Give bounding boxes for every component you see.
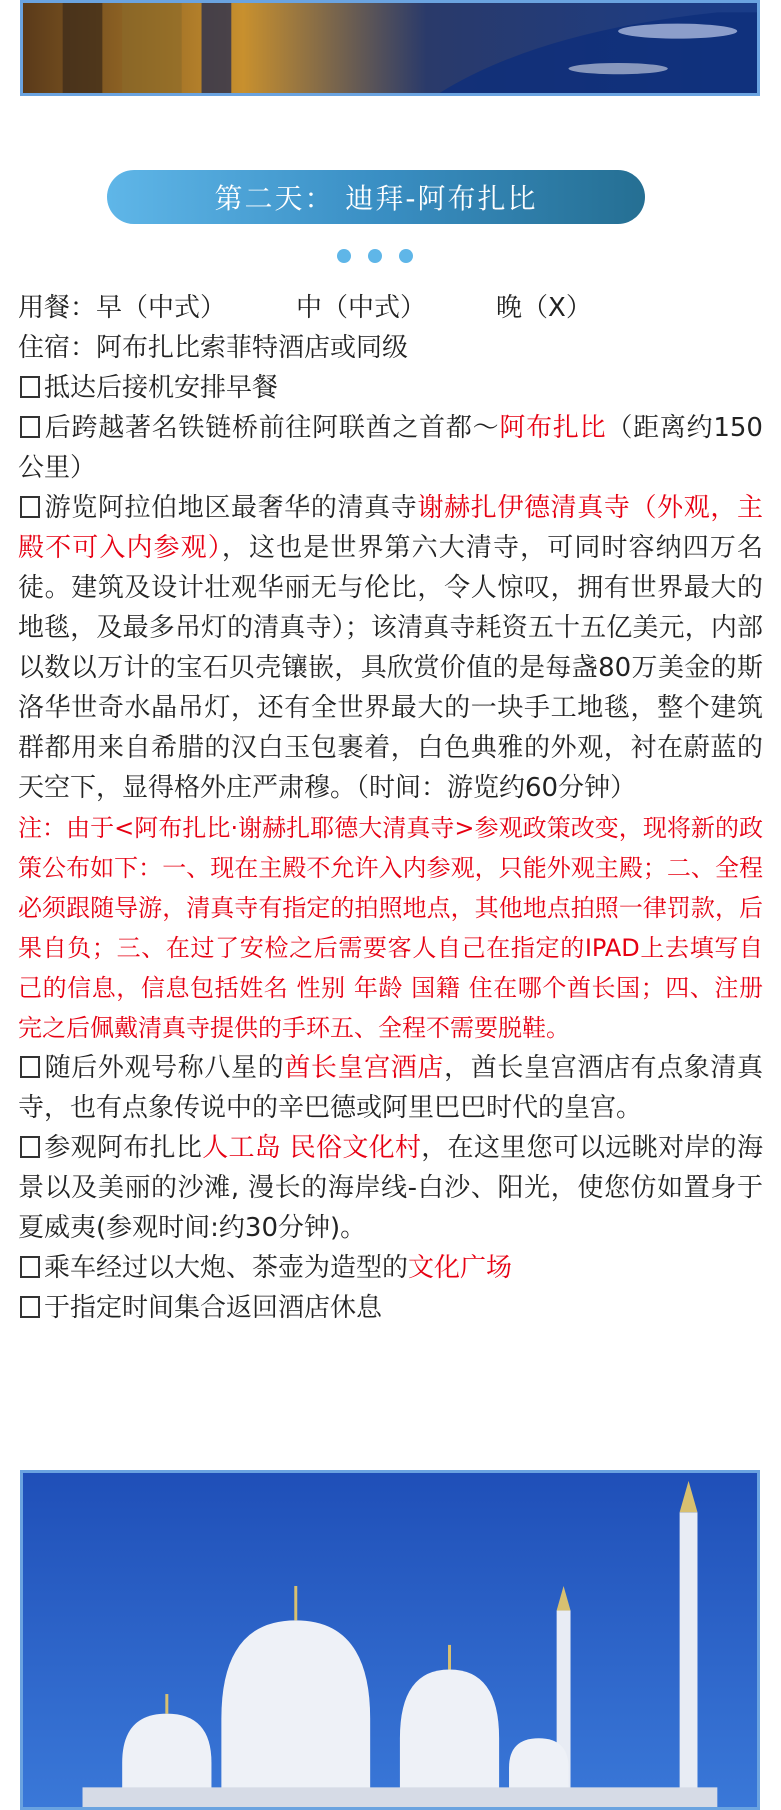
checkbox-icon <box>20 496 40 518</box>
itinerary-item <box>18 1128 763 1248</box>
meals-line <box>18 288 763 328</box>
checkbox-icon <box>20 1136 40 1158</box>
dubai-marina-photo <box>20 0 760 96</box>
itinerary-item <box>18 488 763 808</box>
itinerary-item <box>18 368 763 408</box>
item-highlight: 文化广场 <box>408 1253 513 1283</box>
item-highlight: 谢赫扎伊德清真寺（外观，主殿不可入内参观） <box>18 493 763 563</box>
item-text: 后跨越著名铁链桥前往阿联酋之首都～ <box>44 413 500 443</box>
item-highlight: 人工岛 民俗文化村 <box>202 1133 422 1163</box>
checkbox-icon <box>20 1056 40 1078</box>
meal-breakfast: 早（中式） <box>96 293 227 323</box>
item-text: ，酋长皇宫酒店有点象清真寺，也有点象传说中的辛巴德或阿里巴巴时代的皇宫。 <box>18 1053 763 1123</box>
item-text: 参观阿布扎比 <box>44 1133 203 1163</box>
item-highlight: 阿布扎比 <box>499 413 607 443</box>
checkbox-icon <box>20 376 40 398</box>
mosque-photo <box>20 1470 760 1810</box>
item-text: ，这也是世界第六大清寺，可同时容纳四万名徒。建筑及设计壮观华丽无与伦比，令人惊叹，拥有世界最大的地毯，及最多吊灯的清真寺）；该清真寺耗资五十五亿美元，内部以数以万计的宝石贝壳镶嵌，具欣赏价值的是每盏80万美金的斯洛华世奇水晶吊灯，还有全世界最大的一块手工地毯，整个建筑群都用来自希腊的汉白玉包裹着，白色典雅的外观，衬在蔚蓝的天空下，显得格外庄严肃穆。（时间：游览约60分钟） <box>18 533 763 803</box>
item-text: 游览阿拉伯地区最奢华的清真寺 <box>44 493 418 523</box>
itinerary-item <box>18 408 763 488</box>
itinerary-content <box>18 288 763 1328</box>
item-text: 抵达后接机安排早餐 <box>44 373 279 403</box>
item-text: 于指定时间集合返回酒店休息 <box>44 1293 383 1323</box>
day-title-banner: 第二天： 迪拜-阿布扎比 <box>107 170 645 224</box>
policy-note: 注：由于<阿布扎比·谢赫扎耶德大清真寺>参观政策改变，现将新的政策公布如下：一、现在主殿不允许入内参观，只能外观主殿；二、全程必须跟随导游，清真寺有指定的拍照地点，其他地点拍照一律罚款，后果自负；三、在过了安检之后需要客人自己在指定的IPAD上去填写自己的信息，信息包括姓名 性别 年龄 国籍 住在哪个酋长国；四、注册完之后佩戴清真寺提供的手环五、全程不需要脱鞋。 <box>18 814 763 1042</box>
checkbox-icon <box>20 1256 40 1278</box>
itinerary-item <box>18 1288 763 1328</box>
itinerary-item <box>18 1048 763 1128</box>
checkbox-icon <box>20 416 40 438</box>
checkbox-icon <box>20 1296 40 1318</box>
dot-icon <box>368 249 382 263</box>
meal-lunch: 中（中式） <box>296 293 427 323</box>
meals-label: 用餐： <box>18 293 97 323</box>
itinerary-item <box>18 1248 763 1288</box>
carousel-dots <box>337 249 413 263</box>
dot-icon <box>337 249 351 263</box>
item-text: （距离约150公里） <box>18 413 763 483</box>
item-text: ，在这里您可以远眺对岸的海景以及美丽的沙滩, 漫长的海岸线-白沙、阳光，使您仿如置身于夏威夷(参观时间:约30分钟)。 <box>18 1133 763 1243</box>
meal-dinner: 晚（X） <box>496 293 592 323</box>
hotel-line: 住宿：阿布扎比索菲特酒店或同级 <box>18 333 409 363</box>
item-highlight: 酋长皇宫酒店 <box>284 1053 445 1083</box>
dot-icon <box>399 249 413 263</box>
item-text: 随后外观号称八星的 <box>44 1053 285 1083</box>
item-text: 乘车经过以大炮、茶壶为造型的 <box>44 1253 409 1283</box>
